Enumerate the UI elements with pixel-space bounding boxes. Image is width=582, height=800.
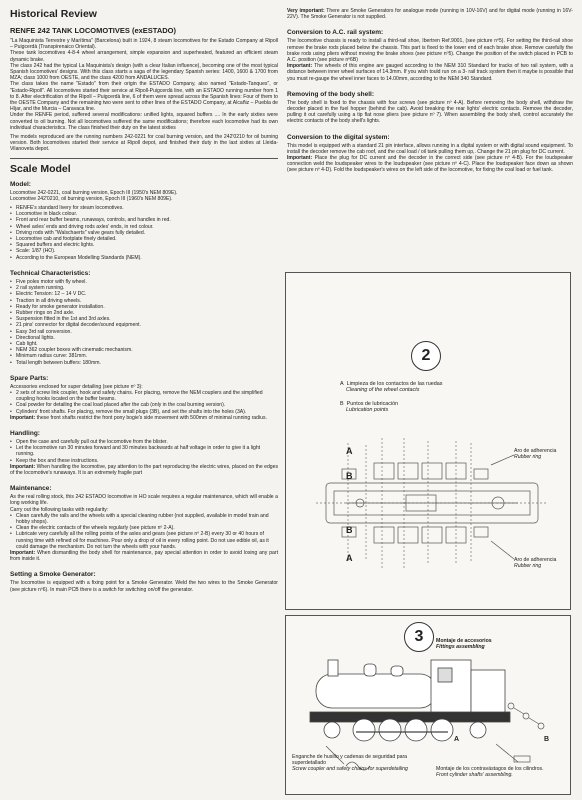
digital-heading: Conversion to the digital system: [287,133,390,141]
history-paragraph: Under the RENFE period, suffered several modifications: unified lights, squared buffers .... In the early sixties were converted to oil burning. Not all locomotives suffered the same modifications; therefore each locomotive had its own individual characteristics. The class finished their duty on the latest sixties [10,112,278,131]
callout-a: A [454,736,460,743]
list-item: • Cab light. [10,341,278,347]
very-important-note: Very important: There are Smoke Generators for analogue mode (running in 10V-16V) and for digital mode (running in 16V-22V). The Smoke Generator is not supplied. [287,8,573,21]
rubber-ring-label-bottom: Aro de adherencia Rubber ring [514,557,557,569]
history-paragraph: The class takes the name "Estado" from their origin the ESTADO Company, also named "Estado-Tanques", or "Estado-Ripoll". All locomotives started their service at Ripoll-Puigcerdà line, with an ESTADO running number from 1 to 8. After electrification of the Ripoll – Puigcerdà line, 6 of them were spread across the Spanish lines: Four of them to the OESTE Company and the remaining two were sent to other lines of the ESTADO Company, at Alcañiz – Puebla de Híjar, and the Murcia – Caravaca line. [10,81,278,113]
ac-important: Important: The wheels of this engine are gauged according to the NEM 310 Standard for tracks of two rail system, with a distance between inner wheel surfaces of 14.3mm. If you wish tould run on a 3- rail track system then it maybe is possible that you must re-gauge the wheel inner faces to 14.00mm, according to the NEM 340 Standard. [287,63,573,82]
left-column [10,8,278,593]
maintenance-intro: As the real rolling stock, this 242 ESTADO locomotive in HO scale requires a regular maintenance, which will enable a long working life. [10,494,278,507]
figure-number: 3 [404,622,434,652]
list-item: • According to the European Modelling Standards (NEM). [10,255,278,261]
list-item: • Coal powder for detailing the coal load placed after the cab (only in the coal burning version). [10,402,278,408]
smoke-heading: Setting a Smoke Generator: [10,571,96,579]
fittings-title: Montaje de accesorios Fittings assembling [436,638,492,650]
model-heading: Model: [10,180,31,188]
list-item: • Front and rear buffer beams, runaways, controls, and handles in red. [10,217,278,223]
list-item: • Clean the electric contacts of the wheels regularly (see picture nº 2-A). [10,525,278,531]
figure-3-fittings [285,615,571,795]
model-feature-list [10,205,278,261]
divider [10,158,278,159]
list-item: • Rubber rings on 2nd axle. [10,310,278,316]
history-paragraph: The class 242 had the typical La Maquinista's design (with a clear Italian influence), becoming one of the most typical Spanish locomotives' designs. With this class starts a saga of the legendary Spanish series: 1400, 1600 & 1700 from MZA; class 1000 from OESTE, and the class 4200 from ANDALUCES. [10,62,278,82]
history-text [10,38,278,153]
history-paragraph: "La Maquinista Terrestre y Marítima" (Barcelona) built in 1924, 8 steam locomotives for the Estado Company at Ripoll – Puigcerdà (Transpirenaico Oriental). [10,38,278,51]
digital-text: This model is equipped with a standard 21 pin interface, allows running in a digital system or with digital sound equipment. To install the decoder remove the cab roof, and the coal load / oil tank pulling them up,. Change the 21 pin plug for DC current. [287,142,573,155]
spare-parts-heading: Spare Parts: [10,374,49,382]
list-item: • NEM 362 coupler boxes with cinematic mechanism. [10,347,278,353]
list-item: • Let the locomotive run 30 minutes forward and 30 minutes backwards at half voltage in order to give it a light running. [10,445,278,457]
list-item: • Minimum radius curve: 381mm. [10,353,278,359]
maintenance-list [10,513,278,550]
spare-important: Important: these front shafts restrict the front pony bogie's side movement with 500mm of minimal running radius. [10,414,267,421]
list-item: • Electric Tension: 12 – 14 V DC. [10,291,278,297]
list-item: • Driving rods with "Walschaerts" valve gears fully detailed. [10,230,278,236]
handling-list [10,439,278,464]
list-item: • Total length between buffers: 180mm. [10,360,278,366]
smoke-text: The locomotive is equipped with a fixing point for a Smoke Generator. Weld the two wires to the Smoke Generator (see picture nº6). In main PCB there is a switch for switching on/off the generator. [10,580,278,593]
right-column [287,8,573,174]
handling-heading: Handling: [10,429,40,437]
callout-b: B [544,736,550,743]
list-item: • Traction in all driving wheels. [10,298,278,304]
ac-conversion-text: The locomotive chassis is ready to install a third-rail shoe, Ibertren Ref.9001, (see picture nº5). For setting the third-rail shoe remove the brake rods placed below the chassis. This part is fixed to the lower end of each brake shoe. Remove carefully the brake rods using pliers without moving the brake shoes (see picture nº5). Change the position of the switch placed in PCB to A.C. position (see picture nº6B) [287,38,573,64]
tech-list [10,279,278,366]
handling-important: Important: When handling the locomotive, pay attention to the part reproducing the electric wires, placed on the edges of the locomotive's runaways. It is an extremely fragile part [10,463,278,476]
list-item: • Lubricate very carefully all the rolling points of the axles and gears (see picture nº 2-B) every 30 or 40 hours of running time with refined oil for machines. Pour only a drop of oil in every rolling point. Do not use edible oil, as it could damage the mechanism. Do not turn the wheels with your hands. [10,531,278,550]
model-line: Locomotive 242'0210, oil burning version, Epoch III (1960's NEM 809E). [10,195,173,202]
historical-review-title: Historical Review [10,8,97,20]
cylinder-shaft-label: Montaje de los contravástagos de los cilindros. Front cylinder shafts' assembling. [436,766,544,778]
list-item: • Cylinders' front shafts. For placing, remove the small plugs (3B), and set the shafts into the holes (3A). [10,409,278,415]
maintenance-heading: Maintenance: [10,485,52,493]
digital-important: Important: Place the plug for DC current and the decoder in the correct side (see picture nº 4-B). For the loudspeaker connection weld the loudspeaker wires to the loudspeaker (see picture nº 4-C). Place the loudspeaker face down as shown (see picture nº 4-D). Fold the loudspeaker's wires on the left side of the locomotive, for fixing the coal load or fuel tank. [287,155,573,174]
spare-intro: Accessories enclosed for super detailing (see picture nº 3): [10,383,143,390]
callout-b: B [346,525,353,535]
list-item: • Scale: 1/87 (HO). [10,248,278,254]
screw-coupler-label: Enganche de husillo y cadenas de seguridad para superdetallado Screw coupler and safety chains for superdetailing [292,754,408,772]
body-shell-text: The body shell is fixed to the chassis with four screws (see picture nº 4-A). Before removing the body shell, withdraw the decoder placed in the fuel hopper (behind the cab). Avoid breaking the rear lights' electric contacts. Remove the decoder, pulling it out carefully using a tip flat nose pliers (see picture nº 7). When assembling the body shell, control accurately the electric contacts of the body shell's lights. [287,99,573,125]
list-item: • Locomotive in black colour. [10,211,278,217]
list-item: • RENFE's standard livery for steam locomotives. [10,205,278,211]
callout-a: A [346,446,353,456]
scale-model-title: Scale Model [10,162,71,175]
figure-number: 2 [411,341,441,371]
list-item: • Keep the box and these instructions. [10,458,278,464]
list-item: • Five poles motor with fly wheel. [10,279,278,285]
maintenance-important: Important: When dismantling the body shell for maintenance, pay special attention in order to avoid losing any part from inside it. [10,550,278,563]
legend-b: B Puntos de lubricación Lubrication points [340,401,399,414]
body-shell-heading: Removing of the body shell: [287,90,375,98]
renfe-title: RENFE 242 TANK LOCOMOTIVES (exESTADO) [10,26,176,35]
list-item: • 2 sets of screw link coupler, hook and safety chains. For placing, remove the NEM couplers and the simplified coupling hooks located on the buffer beams. [10,390,278,402]
list-item: • Ready for smoke generator installation. [10,304,278,310]
list-item: • Clean carefully the rails and the wheels with a special cleaning rubber (not supplied, available in model train and hobby shops). [10,513,278,525]
history-paragraph: The models reproduced are the running numbers 242-0221 for coal burning version, and the 242'0210 for oil burning version. Both locomotives started their service at Ripoll depot, and finished their duty in the last sixties at Lleida-Vilanoveta depot. [10,134,278,153]
legend-a: A Limpieza de los contactos de las ruedas Cleaning of the wheel contacts [340,381,443,394]
callout-a: A [346,553,353,563]
list-item: • Directional lights. [10,335,278,341]
model-line: Locomotive 242-0221, coal burning version, Epoch III (1950's NEM 809E). [10,189,178,196]
callout-b: B [346,471,353,481]
list-item: • Suspension fitted in the 1st and 3rd axles. [10,316,278,322]
list-item: • Wheel axles' ends and driving rods axles' ends, in red colour. [10,224,278,230]
history-paragraph: These tank locomotives 4-8-4 wheel arrangement, simple expansion and superheated, featured an efficient steam dynamic brake. [10,50,278,63]
ac-conversion-heading: Conversion to A.C. rail system: [287,29,384,37]
tech-heading: Technical Characteristics: [10,269,91,277]
spare-list [10,390,278,415]
list-item: • 2 rail system running. [10,285,278,291]
list-item: • Locomotive cab and footplate finely detailed. [10,236,278,242]
list-item: • Easy 3rd rail conversion. [10,329,278,335]
rubber-ring-label-top: Aro de adherencia Rubber ring [514,448,557,460]
maintenance-intro: Carry out the following tasks with regularity: [10,506,109,513]
list-item: • Squared buffers and electric lights. [10,242,278,248]
figure-2-wheel-maintenance [285,272,571,610]
list-item: • 21 pins' connector for digital decoder/sound equipment. [10,322,278,328]
list-item: • Open the case and carefully pull out the locomotive from the blister. [10,439,278,445]
